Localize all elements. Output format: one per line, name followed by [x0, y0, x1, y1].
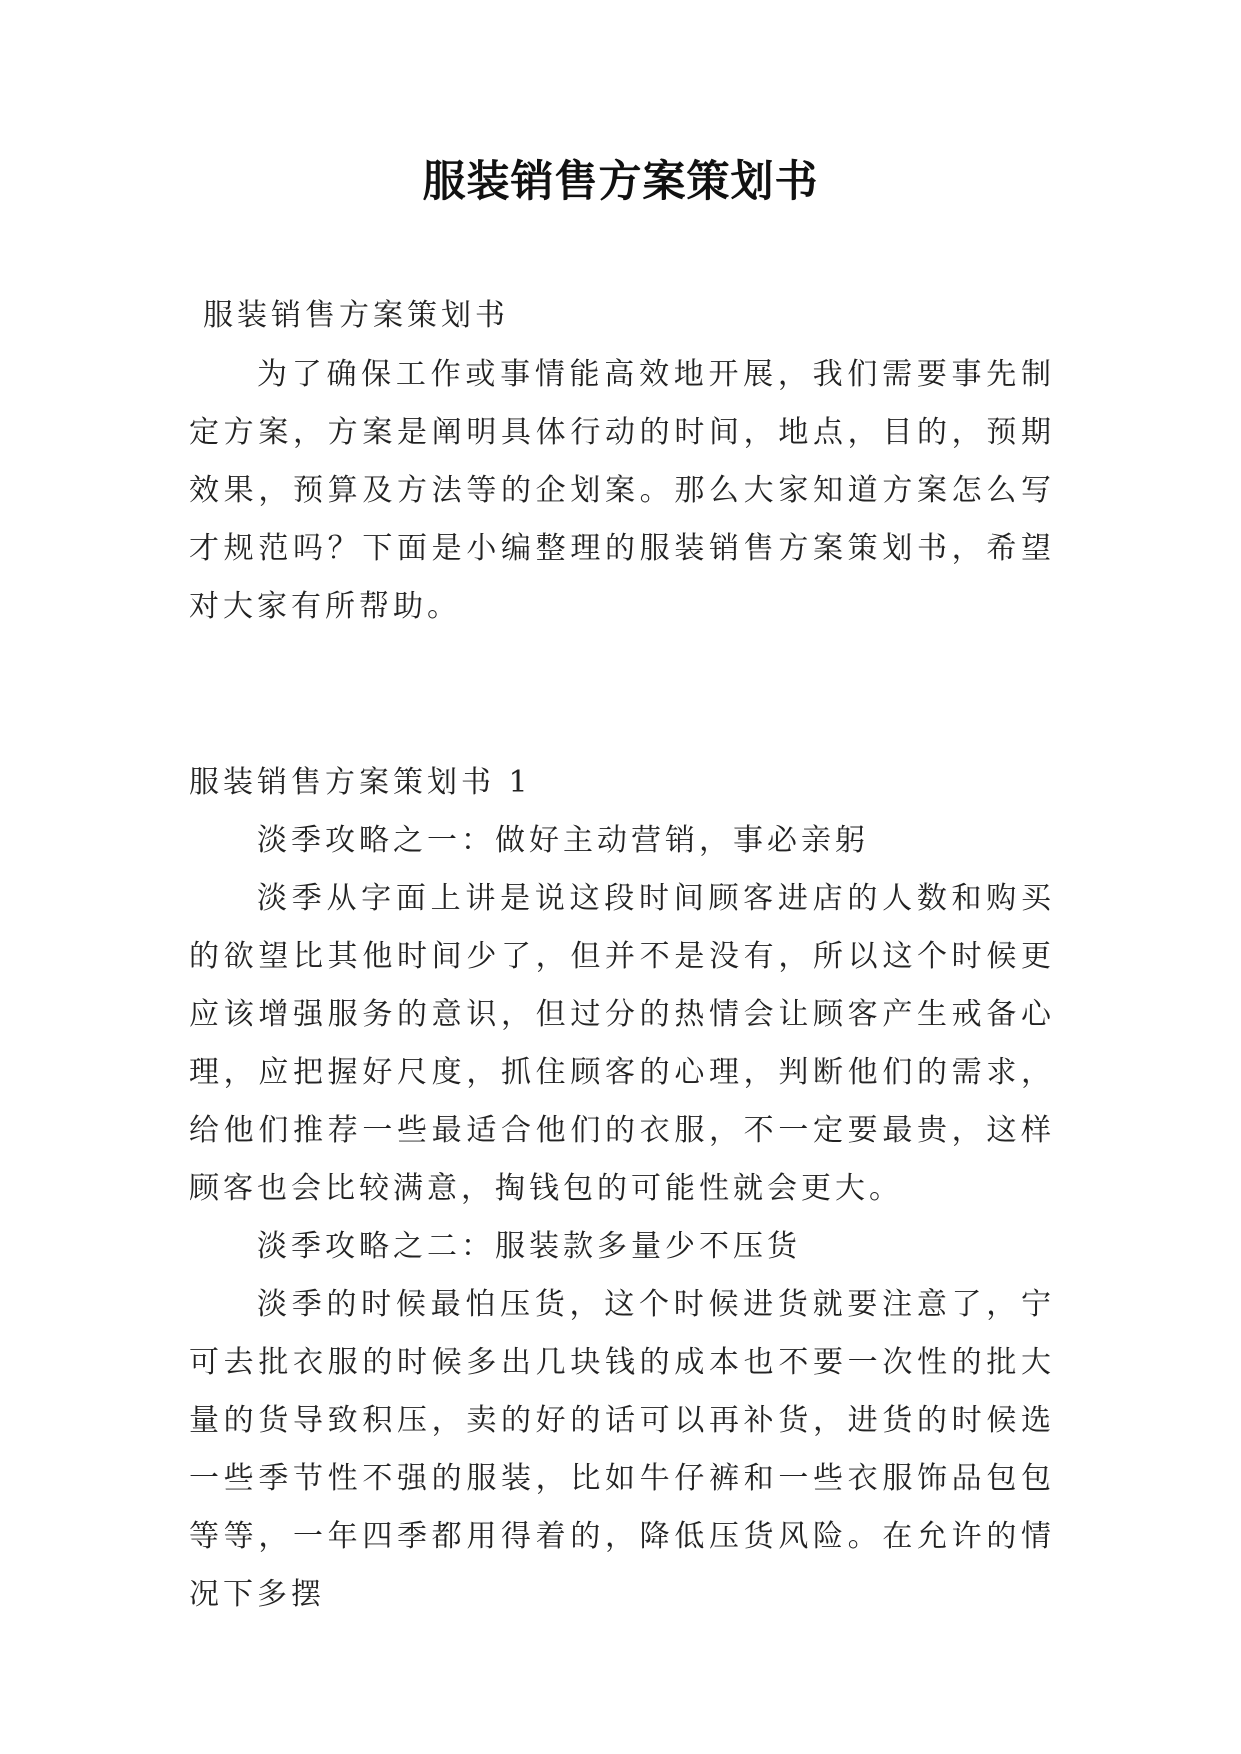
document-title: 服装销售方案策划书 [422, 157, 819, 207]
strategy-heading-1: 淡季攻略之一：做好主动营销，事必亲躬 [257, 823, 869, 858]
body-paragraph: 淡季的时候最怕压货，这个时候进货就要注意了，宁可去批衣服的时候多出几块钱的成本也不要一次性的批大量的货导致积压，卖的好的话可以再补货，进货的时候选一些季节性不强的服装，比如牛仔裤和一些衣服饰品包包等等，一年四季都用得着的，降低压货风险。在允许的情况下多摆 [189, 1287, 1055, 1612]
strategy-heading-2: 淡季攻略之二：服装款多量少不压货 [257, 1229, 801, 1264]
document-subtitle: 服装销售方案策划书 [203, 298, 509, 333]
body-paragraph: 淡季从字面上讲是说这段时间顾客进店的人数和购买的欲望比其他时间少了，但并不是没有，所以这个时候更应该增强服务的意识，但过分的热情会让顾客产生戒备心理，应把握好尺度，抓住顾客的心理，判断他们的需求，给他们推荐一些最适合他们的衣服，不一定要最贵，这样顾客也会比较满意，掏钱包的可能性就会更大。 [189, 881, 1055, 1206]
section-body [189, 812, 1055, 1624]
section-heading: 服装销售方案策划书 1 [189, 765, 532, 800]
intro-paragraph: 为了确保工作或事情能高效地开展，我们需要事先制定方案，方案是阐明具体行动的时间，地点，目的，预期效果，预算及方法等的企划案。那么大家知道方案怎么写才规范吗？下面是小编整理的服装销售方案策划书，希望对大家有所帮助。 [189, 357, 1055, 624]
